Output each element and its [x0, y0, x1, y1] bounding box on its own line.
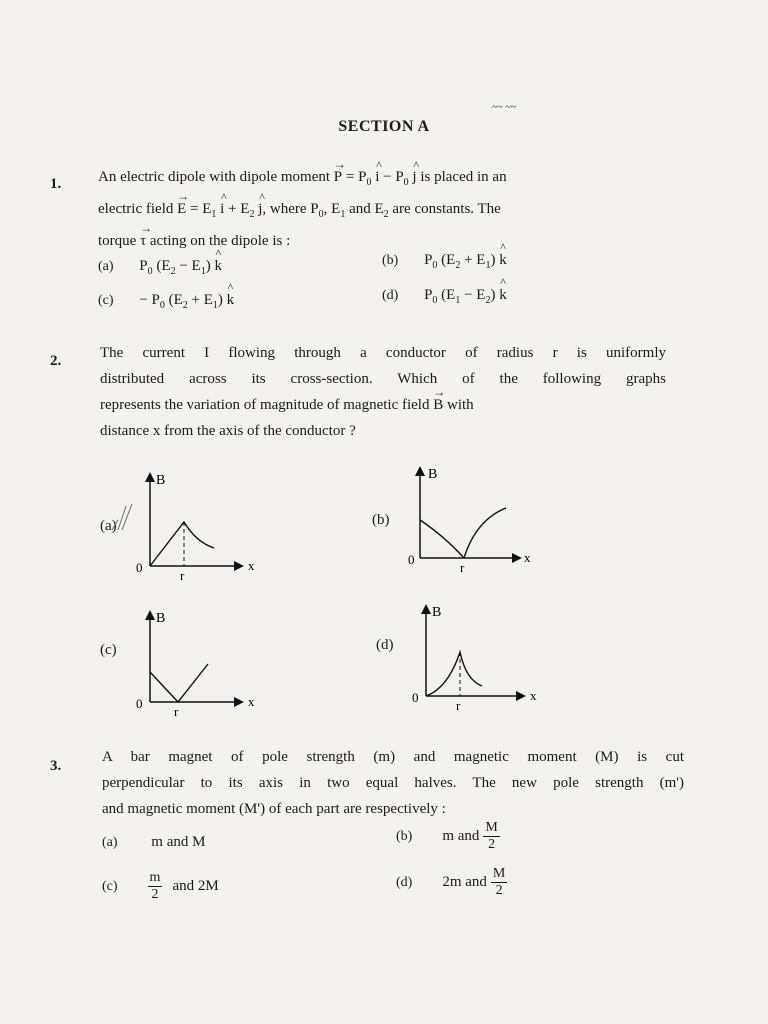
fraction-numerator: M	[492, 866, 506, 881]
unit-vector-j: ^ j	[258, 196, 262, 222]
y-axis-label: B	[428, 467, 438, 482]
q2-option-c-label: (c)	[100, 642, 117, 658]
q1-option-a	[98, 258, 222, 277]
q3-option-b	[396, 820, 504, 853]
q1-text-part: An electric dipole with dipole moment	[98, 169, 331, 185]
subscript: 1	[200, 266, 206, 277]
option-label: (d)	[382, 288, 399, 303]
option-text: 2m and	[442, 874, 487, 890]
q1-text	[98, 164, 658, 254]
subscript: 0	[432, 260, 438, 271]
q1-text-part: = P	[345, 169, 367, 185]
q3-text	[102, 744, 684, 822]
x-axis-label: x	[524, 550, 531, 565]
field-curve	[426, 652, 482, 696]
q3-option-c	[102, 870, 219, 903]
graph-a	[128, 464, 268, 582]
subscript: 2	[455, 260, 461, 271]
q1-text-part: is placed in an	[420, 169, 507, 185]
q2-text-part: with	[446, 397, 474, 413]
subscript: 0	[366, 177, 372, 188]
q3-number: 3.	[50, 758, 62, 774]
q1-option-c	[98, 292, 234, 311]
unit-vector-k: ^ k	[214, 258, 222, 275]
q2-text	[100, 340, 666, 444]
origin-label: 0	[408, 552, 415, 567]
fraction-numerator: M	[485, 820, 498, 835]
fraction	[491, 866, 507, 899]
option-label: (d)	[396, 874, 413, 890]
x-axis-arrow-icon	[512, 553, 522, 563]
x-axis-label: x	[248, 694, 255, 709]
subscript: 2	[383, 209, 389, 220]
top-mark: ~~ ~~	[492, 102, 517, 113]
q1-line2	[98, 196, 658, 228]
subscript: 1	[340, 209, 346, 220]
q1-text-part: and E	[349, 201, 384, 217]
option-text: )	[205, 258, 211, 274]
radius-label: r	[460, 560, 465, 575]
unit-vector-i: ^ i	[220, 196, 224, 222]
x-axis-label: x	[530, 688, 537, 703]
fraction-denominator: 2	[495, 883, 503, 898]
q2-line1: The current I flowing through a conductor of radius r is uniformly	[100, 345, 666, 361]
radius-label: r	[180, 568, 185, 582]
unit-vector-k: ^ k	[227, 292, 235, 309]
y-axis-arrow-icon	[145, 472, 155, 482]
q1-number: 1.	[50, 176, 62, 192]
unit-vector-k: ^ k	[499, 287, 507, 304]
q1-line3	[98, 228, 658, 254]
y-axis-arrow-icon	[415, 466, 425, 476]
subscript: 1	[485, 260, 491, 271]
dipole-moment-vector: → P	[334, 164, 342, 190]
q2-number: 2.	[50, 353, 62, 369]
option-text: (E	[441, 287, 456, 303]
option-label: (a)	[102, 835, 118, 850]
x-axis-arrow-icon	[234, 697, 244, 707]
origin-label: 0	[136, 696, 143, 711]
subscript: 2	[485, 295, 491, 306]
q3-line2: perpendicular to its axis in two equal halves. The new pole strength (m')	[102, 775, 684, 791]
q1-text-part: electric field	[98, 201, 174, 217]
graph-d	[404, 596, 554, 714]
option-text: )	[490, 287, 496, 303]
graph-b	[400, 458, 550, 576]
q3-line3: and magnetic moment (M') of each part are respectively :	[102, 801, 446, 817]
torque-vector: → τ	[140, 228, 146, 254]
subscript: 2	[249, 209, 255, 220]
option-text: (E	[168, 292, 183, 308]
subscript: 1	[212, 300, 218, 311]
subscript: 1	[455, 295, 461, 306]
option-text: − P	[139, 292, 160, 308]
q2-text-part: represents the variation of magnitude of magnetic field	[100, 397, 430, 413]
field-curve-outside	[464, 508, 506, 558]
field-curve	[150, 664, 208, 702]
option-text: − E	[179, 258, 201, 274]
y-axis-label: B	[432, 605, 442, 620]
radius-label: r	[174, 704, 179, 719]
q1-text-part: + E	[228, 201, 250, 217]
q2-option-a-label: (a)	[100, 518, 117, 534]
origin-label: 0	[136, 560, 143, 575]
option-text: (E	[156, 258, 171, 274]
q3-option-a	[102, 834, 205, 851]
y-axis-label: B	[156, 611, 166, 626]
option-label: (c)	[98, 293, 114, 308]
q1-text-part: = E	[190, 201, 212, 217]
option-text: + E	[191, 292, 213, 308]
origin-label: 0	[412, 690, 419, 705]
option-text: P	[424, 252, 433, 268]
q2-line3	[100, 392, 666, 418]
q1-text-part: torque	[98, 233, 137, 249]
fraction-numerator: m	[149, 870, 161, 885]
subscript: 0	[403, 177, 409, 188]
q2-line4: distance x from the axis of the conductor ?	[100, 423, 356, 439]
option-label: (b)	[396, 828, 413, 844]
magnetic-field-vector: → B	[433, 392, 443, 418]
q2-line2: distributed across its cross-section. Which of the following graphs	[100, 371, 666, 387]
graph-c	[128, 602, 268, 720]
unit-vector-j: ^ j	[412, 164, 416, 190]
subscript: 2	[182, 300, 188, 311]
option-label: (c)	[102, 878, 118, 894]
subscript: 2	[170, 266, 176, 277]
subscript: 0	[159, 300, 165, 311]
radius-label: r	[456, 698, 461, 713]
option-text: m and	[442, 828, 480, 844]
q3-option-d	[396, 866, 511, 899]
option-text: + E	[464, 252, 486, 268]
option-label: (a)	[98, 259, 114, 274]
q2-option-b-label: (b)	[372, 512, 390, 528]
subscript: 0	[432, 295, 438, 306]
electric-field-vector: → E	[177, 196, 186, 222]
x-axis-arrow-icon	[516, 691, 526, 701]
y-axis-arrow-icon	[421, 604, 431, 614]
x-axis-label: x	[248, 558, 255, 573]
option-text: )	[217, 292, 223, 308]
option-text: )	[490, 252, 496, 268]
unit-vector-i: ^ i	[375, 164, 379, 190]
field-curve-inside	[420, 520, 464, 558]
q1-option-d	[382, 287, 507, 306]
y-axis-arrow-icon	[145, 610, 155, 620]
fraction-denominator: 2	[151, 887, 159, 902]
unit-vector-k: ^ k	[499, 252, 507, 269]
option-text: − E	[464, 287, 486, 303]
q1-text-part: acting on the dipole is :	[149, 233, 291, 249]
q1-option-b	[382, 252, 507, 271]
section-title: SECTION A	[338, 118, 430, 135]
q2-option-d-label: (d)	[376, 637, 394, 653]
fraction	[483, 820, 499, 853]
subscript: 0	[318, 209, 324, 220]
x-axis-arrow-icon	[234, 561, 244, 571]
y-axis-label: B	[156, 473, 166, 488]
fraction	[148, 870, 163, 903]
field-curve	[150, 522, 214, 566]
option-text: P	[424, 287, 433, 303]
q1-text-part: are constants. The	[392, 201, 501, 217]
subscript: 0	[147, 266, 153, 277]
option-text: and 2M	[172, 878, 219, 894]
q1-text-part: , where P	[262, 201, 319, 217]
option-label: (b)	[382, 253, 399, 268]
fraction-denominator: 2	[488, 837, 496, 852]
q3-line1: A bar magnet of pole strength (m) and magnetic moment (M) is cut	[102, 749, 684, 765]
subscript: 1	[211, 209, 217, 220]
option-text: (E	[441, 252, 456, 268]
q1-text-part: − P	[383, 169, 404, 185]
option-text: P	[139, 258, 148, 274]
q1-text-part: , E	[323, 201, 341, 217]
option-text: m and M	[151, 834, 206, 850]
